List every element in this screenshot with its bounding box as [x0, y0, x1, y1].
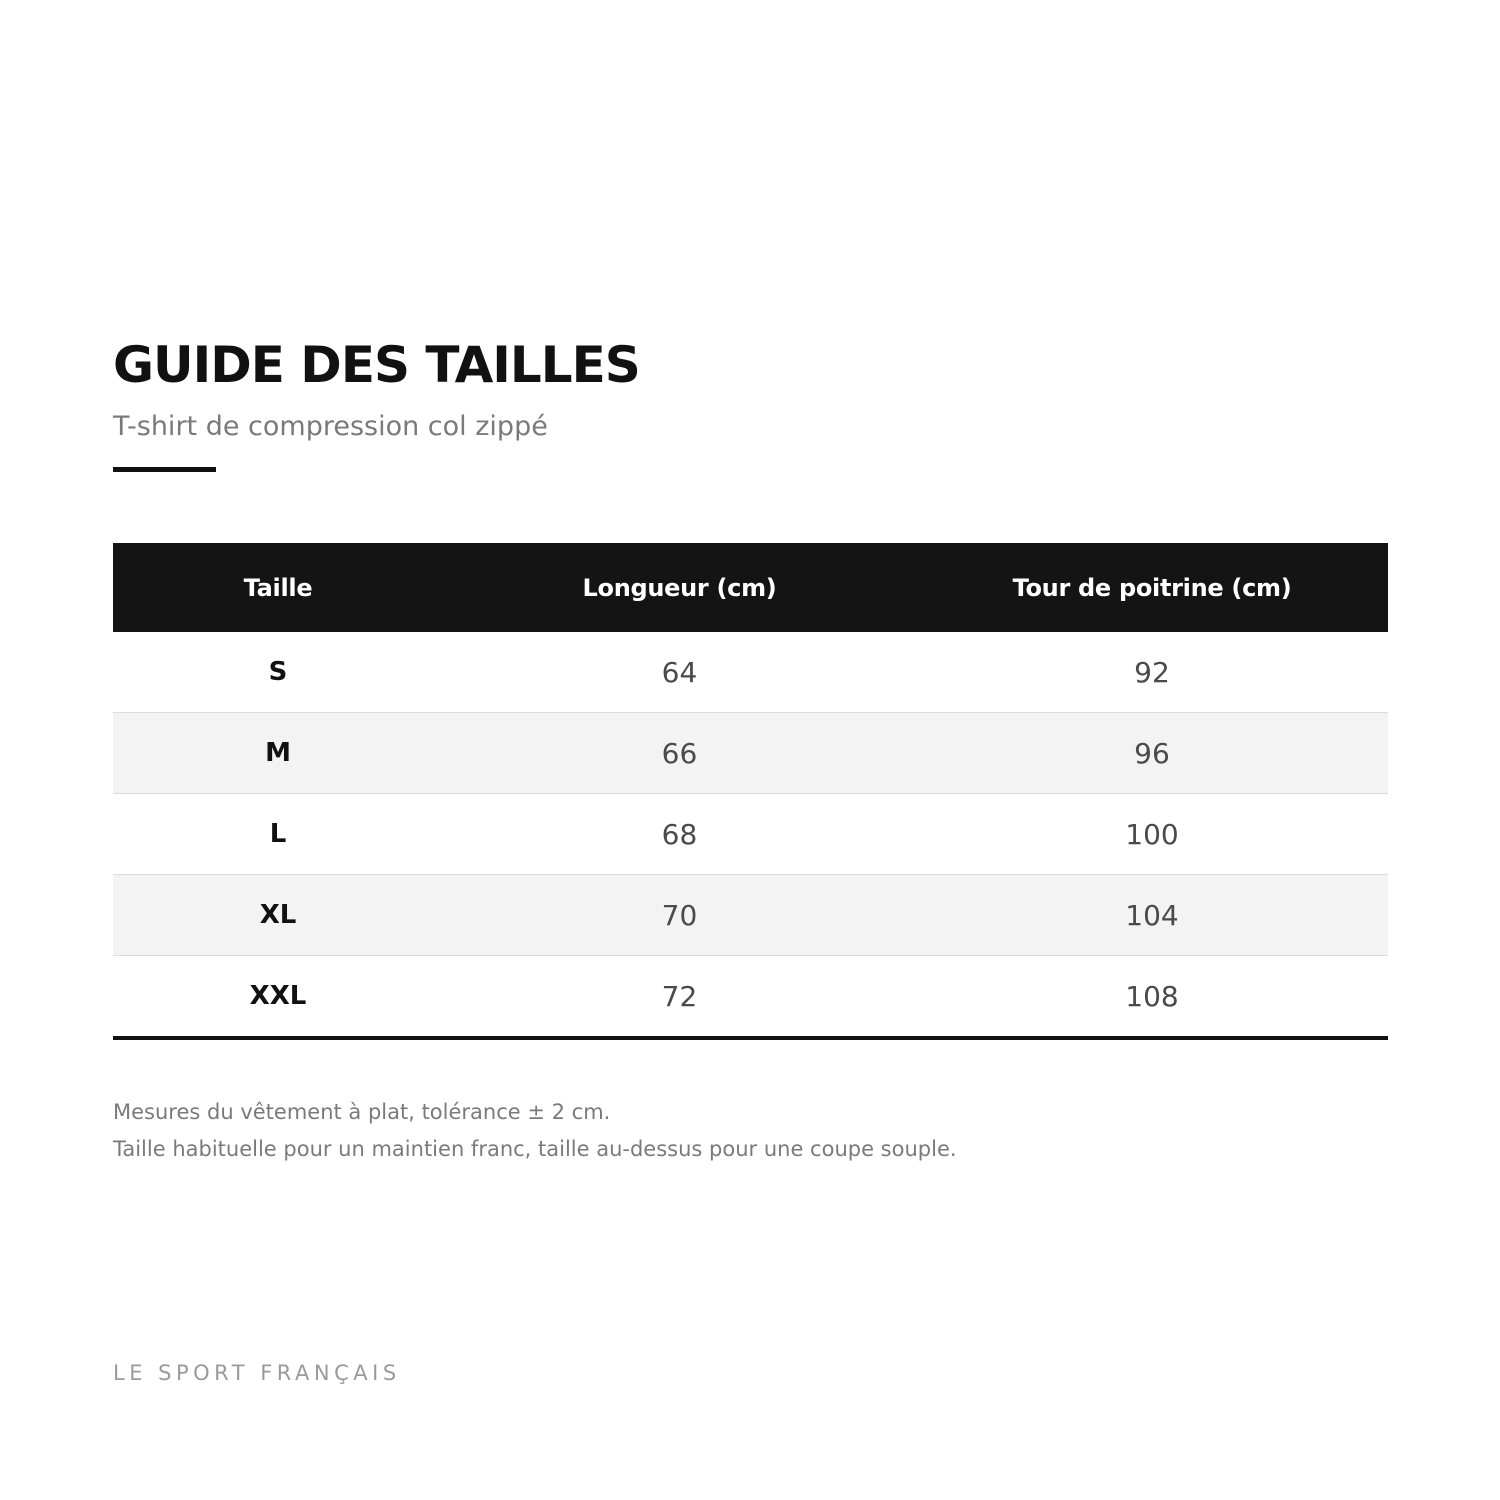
size-table: [113, 543, 1388, 1040]
note-line: Mesures du vêtement à plat, tolérance ± 2 cm.: [113, 1100, 611, 1124]
size-guide-page: [113, 0, 1388, 1500]
column-header-size: Taille: [113, 543, 443, 632]
size-cell: M: [113, 713, 443, 794]
measurement-notes: [113, 1094, 957, 1168]
chest-cell: 92: [916, 632, 1388, 713]
note-line: Taille habituelle pour un maintien franc, taille au-dessus pour une coupe souple.: [113, 1137, 957, 1161]
table-row: [113, 713, 1388, 794]
size-cell: XL: [113, 875, 443, 956]
page-title: GUIDE DES TAILLES: [113, 336, 640, 394]
table-header: [113, 543, 1388, 632]
table-row: [113, 632, 1388, 713]
size-cell: L: [113, 794, 443, 875]
table-row: [113, 956, 1388, 1039]
length-cell: 66: [443, 713, 916, 794]
length-cell: 68: [443, 794, 916, 875]
chest-cell: 96: [916, 713, 1388, 794]
brand-footer: LE SPORT FRANÇAIS: [113, 1361, 401, 1385]
length-cell: 72: [443, 956, 916, 1039]
table-header-row: [113, 543, 1388, 632]
chest-cell: 108: [916, 956, 1388, 1039]
size-cell: XXL: [113, 956, 443, 1039]
column-header-chest: Tour de poitrine (cm): [916, 543, 1388, 632]
page-subtitle: T-shirt de compression col zippé: [113, 411, 548, 442]
title-underline: [113, 467, 216, 472]
length-cell: 70: [443, 875, 916, 956]
column-header-length: Longueur (cm): [443, 543, 916, 632]
chest-cell: 104: [916, 875, 1388, 956]
length-cell: 64: [443, 632, 916, 713]
chest-cell: 100: [916, 794, 1388, 875]
table-row: [113, 875, 1388, 956]
table-body: [113, 632, 1388, 1038]
table-row: [113, 794, 1388, 875]
size-cell: S: [113, 632, 443, 713]
